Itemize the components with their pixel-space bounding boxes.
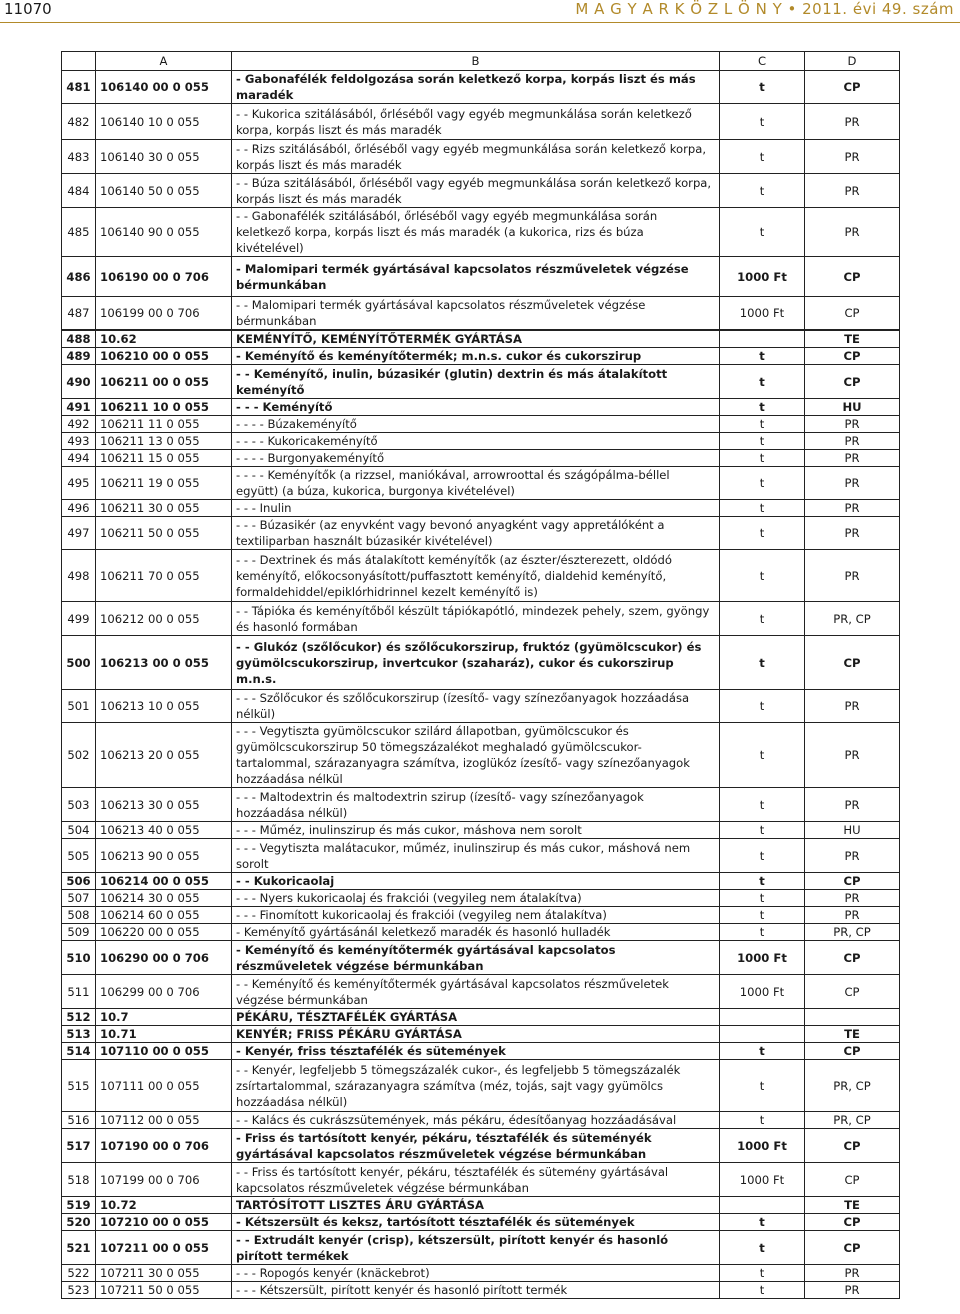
row-description: - - Gabonafélék szitálásából, őrléséből vagy egyéb megmunkálása során keletkező korpa, korpás liszt és más maradék (a kukorica, rizs és búza kivételével) <box>232 208 720 257</box>
row-description: - - Búza szitálásából, őrléséből vagy egyéb megmunkálása során keletkező korpa, korpás liszt és más maradék <box>232 174 720 208</box>
row-unit: t <box>720 416 805 433</box>
row-number: 481 <box>62 71 96 104</box>
row-description: - - Keményítő, inulin, búzasikér (glutin) dextrin és más átalakított keményítő <box>232 365 720 399</box>
table-row <box>62 1112 900 1129</box>
column-header-d: D <box>805 52 900 71</box>
row-category: PR <box>805 550 900 602</box>
table-row <box>62 104 900 140</box>
row-code: 107112 00 0 055 <box>96 1112 232 1129</box>
row-description: - - - Kétszersült, pirított kenyér és hasonló pirított termék <box>232 1282 720 1299</box>
row-code: 106140 10 0 055 <box>96 104 232 140</box>
row-description: - - Tápióka és keményítőből készült tápiókapótló, mindezek pehely, szem, gyöngy és hasonló formában <box>232 602 720 636</box>
row-description: - - Kukoricaolaj <box>232 873 720 890</box>
row-category: PR <box>805 416 900 433</box>
row-number: 502 <box>62 723 96 788</box>
row-code: 106212 00 0 055 <box>96 602 232 636</box>
row-category: CP <box>805 297 900 331</box>
row-number: 484 <box>62 174 96 208</box>
row-description: - - Kukorica szitálásából, őrléséből vagy egyéb megmunkálása során keletkező korpa, korpás liszt és más maradék <box>232 104 720 140</box>
row-category: PR, CP <box>805 602 900 636</box>
row-code: 106213 20 0 055 <box>96 723 232 788</box>
row-number: 500 <box>62 636 96 690</box>
table-row <box>62 1129 900 1163</box>
row-description: - - - Inulin <box>232 500 720 517</box>
table-row <box>62 330 900 348</box>
row-unit: t <box>720 365 805 399</box>
row-number: 489 <box>62 348 96 365</box>
row-unit: 1000 Ft <box>720 975 805 1009</box>
row-category: PR <box>805 140 900 174</box>
table-row <box>62 788 900 822</box>
row-unit: t <box>720 907 805 924</box>
row-number: 517 <box>62 1129 96 1163</box>
table-row <box>62 208 900 257</box>
table-row <box>62 1197 900 1214</box>
row-description: - - - Finomított kukoricaolaj és frakciói (vegyileg nem átalakítva) <box>232 907 720 924</box>
table-row <box>62 500 900 517</box>
row-number: 509 <box>62 924 96 941</box>
row-category: PR <box>805 788 900 822</box>
table-row <box>62 890 900 907</box>
row-unit: 1000 Ft <box>720 257 805 297</box>
table-row <box>62 140 900 174</box>
row-code: 106214 30 0 055 <box>96 890 232 907</box>
journal-title: M A G Y A R K Ö Z L Ö N Y • 2011. évi 49. szám <box>575 0 954 18</box>
row-number: 522 <box>62 1265 96 1282</box>
row-description: - Malomipari termék gyártásával kapcsolatos részműveletek végzése bérmunkában <box>232 257 720 297</box>
row-unit: t <box>720 348 805 365</box>
row-unit: t <box>720 208 805 257</box>
row-category <box>805 1009 900 1026</box>
row-unit: t <box>720 723 805 788</box>
row-number: 516 <box>62 1112 96 1129</box>
row-code: 106211 70 0 055 <box>96 550 232 602</box>
row-code: 106290 00 0 706 <box>96 941 232 975</box>
column-header-rownum <box>62 52 96 71</box>
row-unit: t <box>720 1282 805 1299</box>
row-unit <box>720 330 805 348</box>
table-row <box>62 1043 900 1060</box>
row-category: PR <box>805 517 900 550</box>
row-category: PR <box>805 839 900 873</box>
row-description: KENYÉR; FRISS PÉKÁRU GYÁRTÁSA <box>232 1026 720 1043</box>
row-number: 486 <box>62 257 96 297</box>
row-number: 493 <box>62 433 96 450</box>
row-unit: 1000 Ft <box>720 1129 805 1163</box>
row-description: - - - - Burgonyakeményítő <box>232 450 720 467</box>
row-unit: t <box>720 636 805 690</box>
row-unit: t <box>720 1112 805 1129</box>
row-code: 106213 30 0 055 <box>96 788 232 822</box>
row-code: 106213 10 0 055 <box>96 690 232 723</box>
row-code: 107210 00 0 055 <box>96 1214 232 1231</box>
header-rule <box>0 22 960 23</box>
row-number: 518 <box>62 1163 96 1197</box>
page-number: 11070 <box>4 0 52 18</box>
table-row <box>62 399 900 416</box>
row-code: 106211 10 0 055 <box>96 399 232 416</box>
row-unit: t <box>720 873 805 890</box>
row-description: - - - Maltodextrin és maltodextrin szirup (ízesítő- vagy színezőanyagok hozzáadása nélkül) <box>232 788 720 822</box>
row-category: PR <box>805 690 900 723</box>
row-code: 10.7 <box>96 1009 232 1026</box>
row-description: - - Friss és tartósított kenyér, pékáru, tésztafélék és sütemény gyártásával kapcsolatos részműveletek végzése bérmunkában <box>232 1163 720 1197</box>
row-category: TE <box>805 1197 900 1214</box>
row-unit: 1000 Ft <box>720 941 805 975</box>
row-number: 487 <box>62 297 96 331</box>
row-unit: 1000 Ft <box>720 1163 805 1197</box>
row-code: 107199 00 0 706 <box>96 1163 232 1197</box>
table-row <box>62 467 900 500</box>
row-description: - - Keményítő és keményítőtermék gyártásával kapcsolatos részműveletek végzése bérmunkában <box>232 975 720 1009</box>
row-category: PR, CP <box>805 1112 900 1129</box>
column-header-row <box>62 52 900 71</box>
row-category: PR <box>805 890 900 907</box>
row-category: PR <box>805 1282 900 1299</box>
row-category: PR <box>805 174 900 208</box>
row-category: PR <box>805 208 900 257</box>
row-number: 501 <box>62 690 96 723</box>
table-row <box>62 975 900 1009</box>
row-number: 520 <box>62 1214 96 1231</box>
row-code: 106211 15 0 055 <box>96 450 232 467</box>
row-code: 107211 00 0 055 <box>96 1231 232 1265</box>
table-row <box>62 1163 900 1197</box>
row-description: - - - Nyers kukoricaolaj és frakciói (vegyileg nem átalakítva) <box>232 890 720 907</box>
row-number: 499 <box>62 602 96 636</box>
table-row <box>62 348 900 365</box>
row-description: - Keményítő gyártásánál keletkező maradék és hasonló hulladék <box>232 924 720 941</box>
row-unit: t <box>720 1231 805 1265</box>
row-number: 494 <box>62 450 96 467</box>
table-row <box>62 450 900 467</box>
row-category: PR <box>805 433 900 450</box>
row-unit: t <box>720 602 805 636</box>
row-description: - Keményítő és keményítőtermék; m.n.s. cukor és cukorszirup <box>232 348 720 365</box>
row-code: 106213 40 0 055 <box>96 822 232 839</box>
row-code: 106214 00 0 055 <box>96 873 232 890</box>
row-category: PR <box>805 723 900 788</box>
row-unit <box>720 1009 805 1026</box>
row-description: - Kétszersült és keksz, tartósított tésztafélék és sütemények <box>232 1214 720 1231</box>
table-row <box>62 517 900 550</box>
page-header <box>0 0 960 30</box>
row-number: 497 <box>62 517 96 550</box>
row-code: 106210 00 0 055 <box>96 348 232 365</box>
table-row <box>62 873 900 890</box>
row-unit: t <box>720 924 805 941</box>
row-category: PR <box>805 1265 900 1282</box>
row-code: 106140 00 0 055 <box>96 71 232 104</box>
row-code: 107211 30 0 055 <box>96 1265 232 1282</box>
row-number: 482 <box>62 104 96 140</box>
column-header-c: C <box>720 52 805 71</box>
row-unit: t <box>720 433 805 450</box>
row-code: 10.71 <box>96 1026 232 1043</box>
row-number: 492 <box>62 416 96 433</box>
row-category: CP <box>805 1214 900 1231</box>
table-row <box>62 602 900 636</box>
row-description: - - - Vegytiszta malátacukor, műméz, inulinszirup és más cukor, máshová nem sorolt <box>232 839 720 873</box>
row-unit: t <box>720 399 805 416</box>
row-description: - - Kenyér, legfeljebb 5 tömegszázalék cukor-, és legfeljebb 5 tömegszázalék zsírtartalommal, szárazanyagra számítva (méz, tojás, sajt vagy gyümölcs hozzáadása nélkül) <box>232 1060 720 1112</box>
row-description: - Keményítő és keményítőtermék gyártásával kapcsolatos részműveletek végzése bérmunkában <box>232 941 720 975</box>
row-description: - - Extrudált kenyér (crisp), kétszersült, pirított kenyér és hasonló pirított termékek <box>232 1231 720 1265</box>
row-description: - - Kalács és cukrászsütemények, más pékáru, édesítőanyag hozzáadásával <box>232 1112 720 1129</box>
table-row <box>62 636 900 690</box>
row-code: 107110 00 0 055 <box>96 1043 232 1060</box>
row-category: PR, CP <box>805 924 900 941</box>
row-description: - - - - Keményítők (a rizzsel, maniókával, arrowroottal és szágópálma-béllel együtt) (a búza, kukorica, burgonya kivételével) <box>232 467 720 500</box>
row-number: 510 <box>62 941 96 975</box>
row-category: TE <box>805 330 900 348</box>
row-category: CP <box>805 975 900 1009</box>
table-row <box>62 941 900 975</box>
row-code: 106214 60 0 055 <box>96 907 232 924</box>
table-row <box>62 1231 900 1265</box>
table-row <box>62 174 900 208</box>
row-code: 107211 50 0 055 <box>96 1282 232 1299</box>
row-unit: t <box>720 467 805 500</box>
table-row <box>62 839 900 873</box>
row-code: 106211 50 0 055 <box>96 517 232 550</box>
table-row <box>62 1214 900 1231</box>
row-number: 523 <box>62 1282 96 1299</box>
row-unit: t <box>720 890 805 907</box>
row-category: CP <box>805 257 900 297</box>
table-row <box>62 365 900 399</box>
row-code: 10.62 <box>96 330 232 348</box>
row-unit: t <box>720 517 805 550</box>
row-category: CP <box>805 873 900 890</box>
table-row <box>62 297 900 331</box>
row-number: 515 <box>62 1060 96 1112</box>
table-row <box>62 1009 900 1026</box>
row-description: - - Glukóz (szőlőcukor) és szőlőcukorszirup, fruktóz (gyümölcscukor) és gyümölcscukorszirup, invertcukor (szaharáz), cukor és cukorszirup m.n.s. <box>232 636 720 690</box>
row-category: CP <box>805 636 900 690</box>
row-unit: t <box>720 174 805 208</box>
classification-table <box>61 51 900 1299</box>
table-row <box>62 690 900 723</box>
table-row <box>62 822 900 839</box>
row-number: 496 <box>62 500 96 517</box>
row-unit: t <box>720 822 805 839</box>
row-description: KEMÉNYÍTŐ, KEMÉNYÍTŐTERMÉK GYÁRTÁSA <box>232 330 720 348</box>
row-code: 106199 00 0 706 <box>96 297 232 331</box>
table-row <box>62 924 900 941</box>
row-code: 10.72 <box>96 1197 232 1214</box>
row-description: - Friss és tartósított kenyér, pékáru, tésztafélék és süteményék gyártásával kapcsolatos részműveletek végzése bérmunkában <box>232 1129 720 1163</box>
row-category: CP <box>805 1043 900 1060</box>
row-category: PR <box>805 450 900 467</box>
row-number: 503 <box>62 788 96 822</box>
row-unit: t <box>720 104 805 140</box>
row-category: HU <box>805 399 900 416</box>
row-number: 488 <box>62 330 96 348</box>
row-number: 514 <box>62 1043 96 1060</box>
row-number: 508 <box>62 907 96 924</box>
table-row <box>62 907 900 924</box>
table-row <box>62 550 900 602</box>
row-unit: t <box>720 1214 805 1231</box>
row-unit: t <box>720 550 805 602</box>
row-code: 106213 00 0 055 <box>96 636 232 690</box>
row-category: PR <box>805 467 900 500</box>
row-code: 106140 50 0 055 <box>96 174 232 208</box>
row-code: 106211 30 0 055 <box>96 500 232 517</box>
row-category: CP <box>805 1231 900 1265</box>
row-code: 106140 30 0 055 <box>96 140 232 174</box>
row-code: 106220 00 0 055 <box>96 924 232 941</box>
row-category: PR, CP <box>805 1060 900 1112</box>
row-description: - - - Vegytiszta gyümölcscukor szilárd állapotban, gyümölcscukor és gyümölcscukorszirup 50 tömegszázalékot meghaladó gyümölcscukor-tartalommal, szárazanyagra számítva, izoglükóz ízesítő- vagy színezőanyagok hozzáadása nélkül <box>232 723 720 788</box>
row-number: 521 <box>62 1231 96 1265</box>
row-description: - - - Műméz, inulinszirup és más cukor, máshova nem sorolt <box>232 822 720 839</box>
row-number: 490 <box>62 365 96 399</box>
row-number: 485 <box>62 208 96 257</box>
row-description: - - - Dextrinek és más átalakított keményítők (az észter/észterezett, oldódó keményítő, előkocsonyásított/puffasztott keményítő, dialdehid keményítő, formaldehiddel/epiklórhidrinnel kezelt keményítő is) <box>232 550 720 602</box>
row-description: - - - Ropogós kenyér (knäckebrot) <box>232 1265 720 1282</box>
row-unit: t <box>720 1060 805 1112</box>
column-header-b: B <box>232 52 720 71</box>
row-code: 106211 19 0 055 <box>96 467 232 500</box>
table-row <box>62 416 900 433</box>
row-description: - - - Szőlőcukor és szőlőcukorszirup (ízesítő- vagy színezőanyagok hozzáadása nélkül) <box>232 690 720 723</box>
row-description: - - - - Búzakeményítő <box>232 416 720 433</box>
row-description: - Kenyér, friss tésztafélék és sütemények <box>232 1043 720 1060</box>
row-unit: t <box>720 839 805 873</box>
row-category: CP <box>805 941 900 975</box>
row-unit: t <box>720 1043 805 1060</box>
row-code: 106211 13 0 055 <box>96 433 232 450</box>
row-description: - - Malomipari termék gyártásával kapcsolatos részműveletek végzése bérmunkában <box>232 297 720 331</box>
row-unit: 1000 Ft <box>720 297 805 331</box>
row-number: 491 <box>62 399 96 416</box>
table-row <box>62 1060 900 1112</box>
row-number: 505 <box>62 839 96 873</box>
row-unit: t <box>720 71 805 104</box>
table-body <box>62 71 900 1299</box>
row-category: PR <box>805 104 900 140</box>
row-number: 519 <box>62 1197 96 1214</box>
table-row <box>62 1282 900 1299</box>
row-number: 495 <box>62 467 96 500</box>
row-number: 506 <box>62 873 96 890</box>
row-description: - - - Búzasikér (az enyvként vagy bevonó anyagként vagy appretálóként a textiliparban használt búzasikér kivételével) <box>232 517 720 550</box>
row-unit: t <box>720 450 805 467</box>
row-code: 106140 90 0 055 <box>96 208 232 257</box>
row-code: 106213 90 0 055 <box>96 839 232 873</box>
row-number: 498 <box>62 550 96 602</box>
row-unit <box>720 1197 805 1214</box>
row-unit: t <box>720 500 805 517</box>
row-code: 106211 00 0 055 <box>96 365 232 399</box>
row-category: HU <box>805 822 900 839</box>
row-code: 106211 11 0 055 <box>96 416 232 433</box>
row-number: 507 <box>62 890 96 907</box>
table-row <box>62 257 900 297</box>
row-category: CP <box>805 71 900 104</box>
column-header-a: A <box>96 52 232 71</box>
row-unit: t <box>720 690 805 723</box>
row-number: 512 <box>62 1009 96 1026</box>
table-row <box>62 723 900 788</box>
row-code: 107190 00 0 706 <box>96 1129 232 1163</box>
table-row <box>62 433 900 450</box>
row-category: CP <box>805 348 900 365</box>
table-row <box>62 1265 900 1282</box>
row-number: 511 <box>62 975 96 1009</box>
row-description: - - Rizs szitálásából, őrléséből vagy egyéb megmunkálása során keletkező korpa, korpás liszt és más maradék <box>232 140 720 174</box>
row-category: CP <box>805 1129 900 1163</box>
row-unit: t <box>720 140 805 174</box>
row-code: 107111 00 0 055 <box>96 1060 232 1112</box>
row-category: PR <box>805 907 900 924</box>
row-description: PÉKÁRU, TÉSZTAFÉLÉK GYÁRTÁSA <box>232 1009 720 1026</box>
row-category: TE <box>805 1026 900 1043</box>
table-row <box>62 71 900 104</box>
row-unit: t <box>720 1265 805 1282</box>
row-category: CP <box>805 365 900 399</box>
row-description: TARTÓSÍTOTT LISZTES ÁRU GYÁRTÁSA <box>232 1197 720 1214</box>
row-description: - Gabonafélék feldolgozása során keletkező korpa, korpás liszt és más maradék <box>232 71 720 104</box>
row-unit: t <box>720 788 805 822</box>
row-unit <box>720 1026 805 1043</box>
row-code: 106299 00 0 706 <box>96 975 232 1009</box>
table-row <box>62 1026 900 1043</box>
row-category: CP <box>805 1163 900 1197</box>
row-number: 513 <box>62 1026 96 1043</box>
row-category: PR <box>805 500 900 517</box>
row-description: - - - - Kukoricakeményítő <box>232 433 720 450</box>
row-number: 504 <box>62 822 96 839</box>
row-number: 483 <box>62 140 96 174</box>
row-description: - - - Keményítő <box>232 399 720 416</box>
row-code: 106190 00 0 706 <box>96 257 232 297</box>
